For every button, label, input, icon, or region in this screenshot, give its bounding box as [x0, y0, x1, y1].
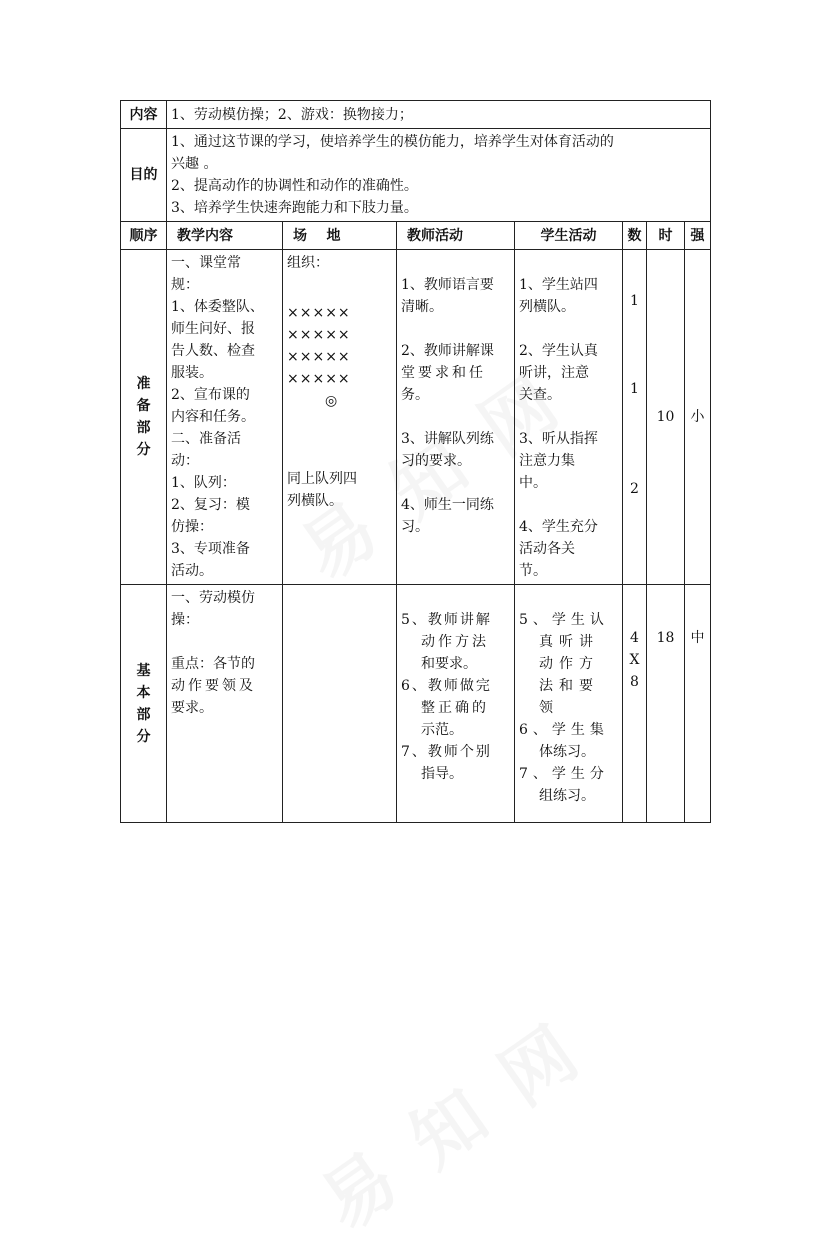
venue-note: 列横队。	[287, 493, 343, 509]
prep-venue	[283, 250, 397, 585]
student-activity-line: 1、学生站四	[519, 277, 598, 293]
student-activity-line: 体练习。	[539, 744, 595, 760]
prep-count	[623, 250, 647, 585]
goal-line: 1、通过这节课的学习，使培养学生的模仿能力，培养学生对体育活动的	[171, 134, 614, 150]
teacher-position-icon: ◎	[325, 393, 338, 409]
content-text: 1、劳动模仿操；2、游戏：换物接力；	[167, 101, 711, 129]
teacher-activity-line: 2、教师讲解课	[401, 343, 494, 359]
prep-content	[167, 250, 283, 585]
prep-content-line: 告人数、检查	[171, 343, 255, 359]
prep-section-char: 备	[136, 398, 151, 414]
student-activity-line: 法和要	[539, 678, 599, 694]
header-time: 时	[647, 222, 685, 250]
basic-row	[121, 585, 711, 823]
student-activity-line: 2、学生认真	[519, 343, 598, 359]
teacher-activity-line: 动作方法	[421, 634, 489, 650]
content-label: 内容	[121, 101, 167, 129]
teacher-activity-line: 习的要求。	[401, 453, 471, 469]
header-intensity: 强	[685, 222, 711, 250]
header-order: 顺序	[121, 222, 167, 250]
prep-content-line: 2、复习：模	[171, 497, 250, 513]
student-activity-line: 活动各关	[519, 541, 575, 557]
basic-content-line: 动作要领及	[171, 678, 256, 694]
basic-intensity	[685, 585, 711, 823]
prep-content-line: 活动。	[171, 563, 213, 579]
teacher-activity-line: 4、师生一同练	[401, 497, 494, 513]
lesson-plan-table	[120, 100, 711, 823]
student-activity-line: 听讲，注意	[519, 365, 589, 381]
teacher-activity-line: 3、讲解队列练	[401, 431, 494, 447]
basic-content-line: 一、劳动模仿	[171, 590, 255, 606]
teacher-activity-line: 6、教师做完	[401, 678, 492, 694]
goal-label: 目的	[121, 129, 167, 222]
time-value: 18	[656, 630, 675, 646]
formation-row: ×××××	[287, 327, 351, 343]
teacher-activity-line: 习。	[401, 519, 429, 535]
goal-line: 3、培养学生快速奔跑能力和下肢力量。	[171, 200, 418, 216]
teacher-activity-line: 1、教师语言要	[401, 277, 494, 293]
teacher-activity-line: 和要求。	[421, 656, 477, 672]
basic-section-char: 分	[136, 728, 151, 745]
count-value: 8	[630, 674, 639, 690]
student-activity-line: 6、学生集	[519, 722, 609, 738]
prep-content-line: 二、准备活	[171, 431, 241, 447]
basic-section-label	[121, 585, 167, 823]
student-activity-line: 注意力集	[519, 453, 575, 469]
prep-intensity: 小	[685, 250, 711, 585]
basic-content-line: 操：	[171, 612, 199, 628]
prep-content-line: 内容和任务。	[171, 409, 255, 425]
prep-content-line: 仿操：	[171, 519, 213, 535]
basic-section-char: 部	[136, 706, 151, 723]
formation-diagram	[287, 302, 392, 412]
prep-content-line: 服装。	[171, 365, 213, 381]
prep-section-label	[121, 250, 167, 585]
header-row	[121, 222, 711, 250]
watermark-lower	[297, 994, 599, 1249]
basic-time	[647, 585, 685, 823]
teacher-activity-line: 清晰。	[401, 299, 443, 315]
student-activity-line: 节。	[519, 563, 547, 579]
count-value: 1	[630, 293, 639, 309]
prep-content-line: 规：	[171, 277, 199, 293]
count-value: 1	[630, 381, 639, 397]
basic-venue	[283, 585, 397, 823]
student-activity-line: 4、学生充分	[519, 519, 598, 535]
teacher-activity-line: 堂要求和任	[401, 365, 486, 381]
venue-note: 同上队列四	[287, 471, 357, 487]
prep-content-line: 3、专项准备	[171, 541, 250, 557]
venue-organization: 组织：	[287, 255, 329, 271]
prep-content-line: 2、宣布课的	[171, 387, 250, 403]
prep-student	[515, 250, 623, 585]
student-activity-line: 7、学生分	[519, 766, 609, 782]
count-value: 4	[630, 630, 639, 646]
student-activity-line: 5、学生认	[519, 612, 609, 628]
intensity-value: 中	[690, 630, 705, 646]
header-venue: 场 地	[283, 222, 397, 250]
basic-content-line: 要求。	[171, 700, 213, 716]
content-row	[121, 101, 711, 129]
formation-row: ×××××	[287, 371, 351, 387]
prep-content-line: 1、体委整队、	[171, 299, 264, 315]
header-teacher: 教师活动	[397, 222, 515, 250]
student-activity-line: 3、听从指挥	[519, 431, 598, 447]
prep-content-line: 动：	[171, 453, 199, 469]
count-value: 2	[630, 481, 639, 497]
prep-teacher	[397, 250, 515, 585]
student-activity-line: 真听讲	[539, 634, 599, 650]
basic-content-line: 重点：各节的	[171, 656, 255, 672]
teacher-activity-line: 示范。	[421, 722, 463, 738]
teacher-activity-line: 指导。	[421, 766, 463, 782]
student-activity-line: 组练习。	[539, 788, 595, 804]
prep-section-char: 部	[136, 420, 151, 436]
prep-row	[121, 250, 711, 585]
prep-content-line: 师生问好、报	[171, 321, 255, 337]
count-value: X	[629, 652, 640, 668]
prep-section-char: 准	[136, 376, 151, 392]
student-activity-line: 列横队。	[519, 299, 575, 315]
basic-section-char: 本	[136, 684, 151, 701]
basic-section-char: 基	[136, 662, 151, 679]
basic-teacher	[397, 585, 515, 823]
goal-line: 兴趣 。	[171, 156, 218, 172]
student-activity-line: 中。	[519, 475, 547, 491]
prep-content-line: 1、队列：	[171, 475, 236, 491]
prep-section-char: 分	[136, 442, 151, 458]
teacher-activity-line: 务。	[401, 387, 429, 403]
goal-row	[121, 129, 711, 222]
formation-row: ×××××	[287, 305, 351, 321]
prep-time: 10	[647, 250, 685, 585]
teacher-activity-line: 整正确的	[421, 700, 489, 716]
student-activity-line: 关查。	[519, 387, 561, 403]
goal-text	[167, 129, 711, 222]
header-count: 数	[623, 222, 647, 250]
basic-student	[515, 585, 623, 823]
goal-line: 2、提高动作的协调性和动作的准确性。	[171, 178, 418, 194]
basic-content	[167, 585, 283, 823]
header-content: 教学内容	[167, 222, 283, 250]
formation-row: ×××××	[287, 349, 351, 365]
basic-count	[623, 585, 647, 823]
student-activity-line: 动作方	[539, 656, 599, 672]
teacher-activity-line: 7、教师个别	[401, 744, 492, 760]
prep-content-line: 一、课堂常	[171, 255, 241, 271]
teacher-activity-line: 5、教师讲解	[401, 612, 492, 628]
header-student: 学生活动	[515, 222, 623, 250]
student-activity-line: 领	[539, 700, 553, 716]
